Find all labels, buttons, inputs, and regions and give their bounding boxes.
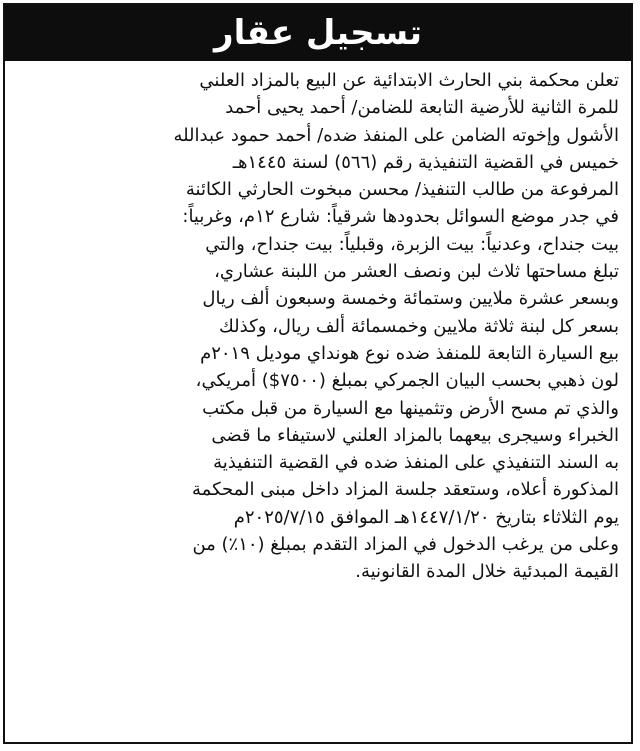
notice-line: القيمة المبدئية خلال المدة القانونية. bbox=[355, 561, 619, 583]
notice-line: الأشول وإخوته الضامن على المنفذ ضده/ أحمد حمود عبدالله bbox=[173, 124, 619, 146]
notice-line: للمرة الثانية للأرضية التابعة للضامن/ أحمد يحيى أحمد bbox=[225, 97, 619, 119]
title-bar bbox=[5, 5, 631, 61]
notice-line: الخبراء وسيجرى بيعهما بالمزاد العلني لاستيفاء ما قضى bbox=[211, 424, 619, 446]
notice-line: بسعر كل لبنة ثلاثة ملايين وخمسمائة ألف ريال، وكذلك bbox=[219, 315, 619, 337]
notice-line: لون ذهبي بحسب البيان الجمركي بمبلغ (٧٥٠٠$) أمريكي، bbox=[195, 370, 619, 392]
notice-title: تسجيل عقار bbox=[214, 13, 422, 53]
notice-line: في جدر موضع السوائل بحدودها شرقياً: شارع ١٢م، وغربياً: bbox=[182, 206, 619, 228]
notice-line: تبلغ مساحتها ثلاث لبن ونصف العشر من اللبنة عشاري، bbox=[214, 261, 619, 283]
notice-line: تعلن محكمة بني الحارث الابتدائية عن البيع بالمزاد العلني bbox=[199, 70, 619, 91]
notice-line: وعلى من يرغب الدخول في المزاد التقدم بمبلغ (١٠٪) من bbox=[192, 534, 619, 556]
notice-line: خميس في القضية التنفيذية رقم (٥٦٦) لسنة ١٤٤٥هـ bbox=[232, 151, 619, 173]
notice-body bbox=[21, 67, 619, 586]
notice-line: والذي تم مسح الأرض وتثمينها مع السيارة من قبل مكتب bbox=[202, 397, 619, 419]
notice-line: وبسعر عشرة ملايين وستمائة وخمسة وسبعون ألف ريال bbox=[202, 288, 619, 310]
notice-line: يوم الثلاثاء بتاريخ ١٤٤٧/١/٢٠هـ الموافق ٢٠٢٥/٧/١٥م bbox=[233, 506, 619, 528]
notice-line: به السند التنفيذي على المنفذ ضده في القضية التنفيذية bbox=[213, 452, 619, 474]
notice-line: بيت جنداح، وعدنياً: بيت الزبرة، وقبلياً: بيت جنداح، والتي bbox=[205, 233, 619, 255]
notice-line: المرفوعة من طالب التنفيذ/ محسن مبخوت الحارثي الكائنة bbox=[185, 179, 619, 201]
notice-line: بيع السيارة التابعة للمنفذ ضده نوع هونداي موديل ٢٠١٩م bbox=[200, 342, 619, 364]
notice-line: المذكورة أعلاه، وستعقد جلسة المزاد داخل مبنى المحكمة bbox=[192, 479, 619, 501]
court-notice bbox=[3, 3, 633, 744]
